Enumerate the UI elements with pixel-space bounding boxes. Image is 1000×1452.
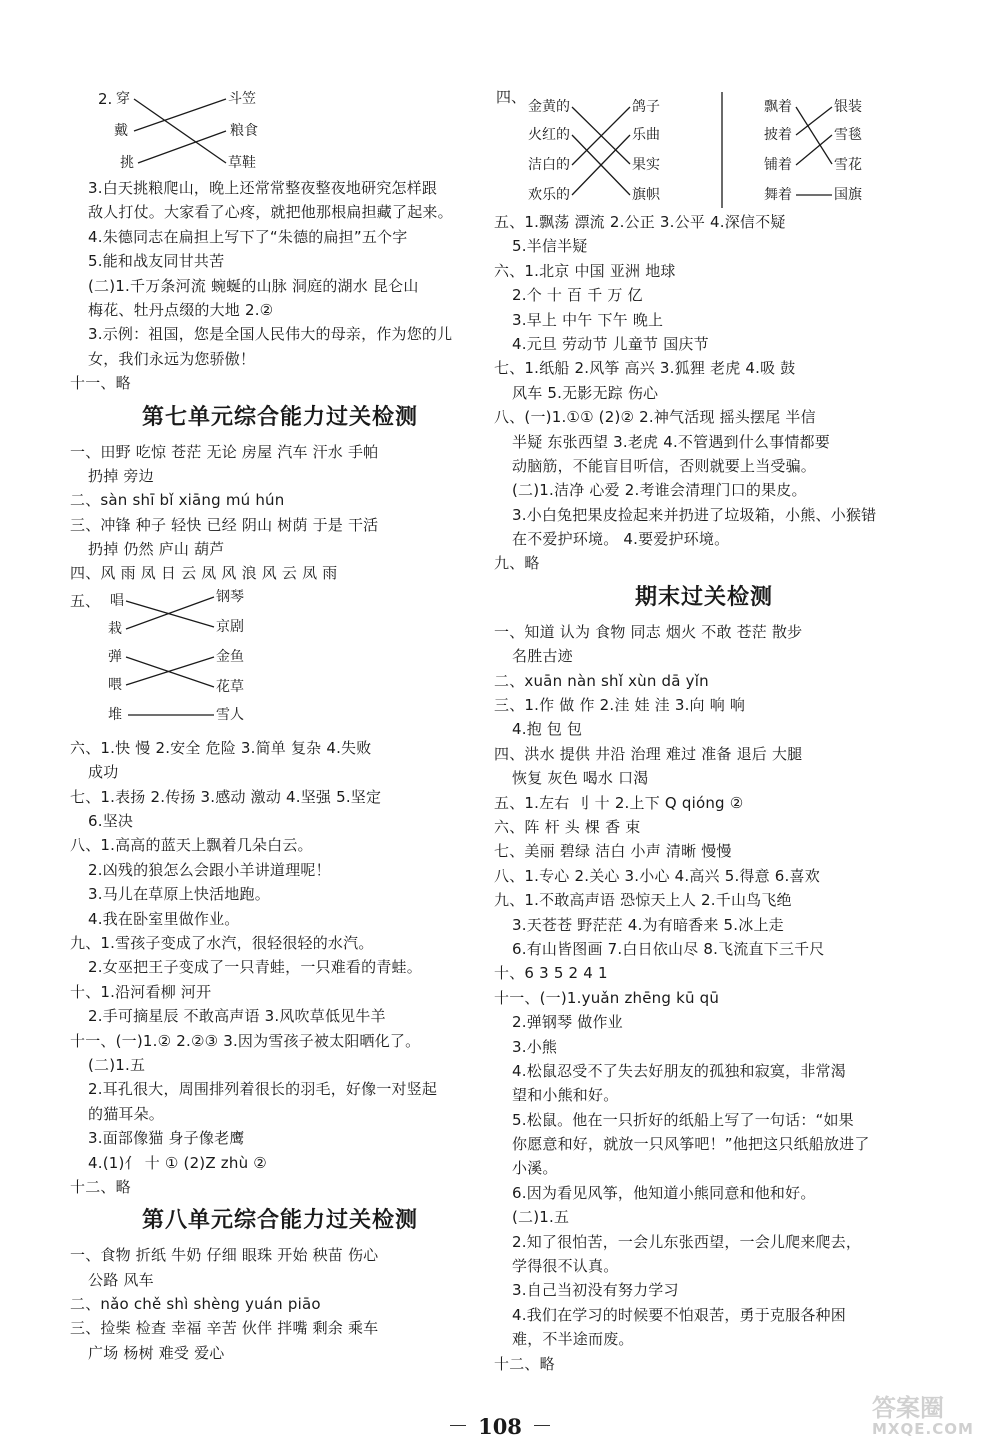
match-left-word: 舞着 [764,187,792,203]
matching-exercise-q5 [70,586,490,736]
question-label: 四、 [496,88,527,106]
answer-line: 4.抱 包 包 [512,720,583,739]
answer-line: 十一、(一)1.② 2.②③ 3.因为雪孩子被太阳晒化了。 [70,1031,421,1050]
right-column [494,88,914,1376]
answer-line: 七、美丽 碧绿 洁白 小声 清晰 慢慢 [494,842,732,861]
section-title: 第七单元综合能力过关检测 [141,404,418,430]
answer-line: 望和小熊和好。 [512,1086,619,1105]
matching-exercise-q2 [70,88,490,176]
match-left-word: 堆 [108,706,122,723]
matching-lines [70,88,270,176]
match-left-word: 戴 [114,123,128,139]
answer-line: 2.手可摘星辰 不敢高声语 3.风吹草低见牛羊 [88,1007,386,1026]
answer-line: 成功 [88,763,119,782]
answer-line: 5.松鼠。他在一只折好的纸船上写了一句话：“如果 [512,1110,854,1129]
answer-line: 难，不半途而废。 [512,1330,634,1349]
match-right-word: 果实 [632,157,660,173]
answer-line: 4.元旦 劳动节 儿童节 国庆节 [512,334,709,353]
answer-line: 五、1.左右 刂 十 2.上下 Q qióng ② [494,793,744,812]
answer-line: 4.(1)亻 十 ① (2)Z zhù ② [88,1153,267,1172]
match-left-word: 栽 [108,620,122,637]
answer-line: 你愿意和好，就放一只风筝吧！”他把这只纸船放进了 [512,1135,870,1154]
answer-line: 3.小白兔把果皮捡起来并扔进了垃圾箱，小熊、小猴错 [512,505,877,524]
match-right-word: 花草 [216,678,244,695]
match-right-word: 金鱼 [216,648,244,665]
answer-line: 在不爱护环境。 4.要爱护环境。 [512,530,730,549]
answer-line: 2.女巫把王子变成了一只青蛙，一只难看的青蛙。 [88,958,422,977]
answer-line: (二)1.千万条河流 蜿蜒的山脉 洞庭的湖水 昆仑山 [88,276,419,295]
match-right-word: 斗笠 [228,91,256,107]
answer-line: 3.天苍苍 野茫茫 4.为有暗香来 5.冰上走 [512,915,784,934]
question-label: 2. [98,90,113,108]
match-left-word: 金黄的 [528,99,570,115]
answer-line: 四、风 雨 凤 日 云 凤 风 浪 风 云 凤 雨 [70,564,338,583]
answer-line: 女，我们永远为您骄傲！ [88,349,256,368]
answer-line: 六、1.北京 中国 亚洲 地球 [494,261,676,280]
answer-line: 2.弹钢琴 做作业 [512,1013,623,1032]
match-left-word: 欢乐的 [528,187,570,203]
section-title: 第八单元综合能力过关检测 [141,1208,418,1234]
answer-line: 八、(一)1.①① (2)② 2.神气活现 摇头摆尾 半信 [494,408,816,427]
answer-line: 2.知了很怕苦，一会儿东张西望，一会儿爬来爬去， [512,1232,862,1251]
answer-line: 4.我们在学习的时候要不怕艰苦，勇于克服各种困 [512,1305,846,1324]
answer-line: 十一、略 [70,374,131,393]
answer-line: 动脑筋，不能盲目听信，否则就要上当受骗。 [512,456,817,475]
match-left-word: 飘着 [764,99,792,115]
page-number: 108 [478,1414,522,1439]
answer-line: 的猫耳朵。 [88,1104,165,1123]
match-right-word: 粮食 [230,123,258,139]
section-title: 期末过关检测 [634,584,773,610]
answer-line: 三、冲锋 种子 轻快 已经 阴山 树荫 于是 干活 [70,515,379,534]
answer-line: 5.能和战友同甘共苦 [88,252,225,271]
answer-line: 4.我在卧室里做作业。 [88,909,240,928]
answer-line: 4.朱德同志在扁担上写下了“朱德的扁担”五个字 [88,227,408,246]
answer-line: 七、1.纸船 2.风筝 高兴 3.狐狸 老虎 4.吸 鼓 [494,359,796,378]
match-left-word: 穿 [116,91,130,107]
answer-line: 八、1.高高的蓝天上飘着几朵白云。 [70,836,313,855]
watermark-url: MXQE.COM [872,1420,974,1438]
match-right-word: 鸽子 [632,99,660,115]
answer-line: 6.因为看见风筝，他知道小熊同意和他和好。 [512,1183,816,1202]
answer-line: 2.凶残的狼怎么会跟小羊讲道理呢！ [88,860,331,879]
matching-lines [494,88,914,210]
match-left-word: 喂 [108,676,122,693]
match-right-word: 国旗 [834,187,862,203]
answer-line: 九、1.雪孩子变成了水汽，很轻很轻的水汽。 [70,933,374,952]
answer-line: 4.松鼠忍受不了失去好朋友的孤独和寂寞，非常渴 [512,1061,846,1080]
answer-line: 一、田野 吃惊 苍茫 无论 房屋 汽车 汗水 手帕 [70,442,379,461]
answer-line: 六、1.快 慢 2.安全 危险 3.简单 复杂 4.失败 [70,738,372,757]
answer-line: 七、1.表扬 2.传扬 3.感动 激动 4.坚强 5.坚定 [70,787,382,806]
answer-line: 九、略 [494,554,540,573]
answer-line: 2.耳孔很大，周围排列着很长的羽毛，好像一对竖起 [88,1080,438,1099]
answer-line: 敌人打仗。大家看了心疼，就把他那根扁担藏了起来。 [88,203,453,222]
match-left-word: 弹 [108,648,122,665]
answer-line: 四、洪水 提供 井沿 治理 难过 准备 退后 大腿 [494,744,803,763]
answer-line: (二)1.五 [512,1208,570,1227]
answer-line: 一、知道 认为 食物 同志 烟火 不敢 苍茫 散步 [494,622,803,641]
answer-line: 名胜古迹 [512,647,573,666]
match-left-word: 披着 [764,127,792,143]
answer-line: 二、nǎo chě shì shèng yuán piāo [70,1295,321,1314]
match-left-word: 洁白的 [528,157,570,173]
match-right-word: 旗帜 [632,187,660,203]
answer-line: 二、sàn shī bǐ xiāng mú hún [70,491,285,510]
answer-line: 六、阵 杆 头 棵 香 束 [494,817,641,836]
watermark-title: 答案圈 [872,1394,944,1422]
answer-line: 十、1.沿河看柳 河开 [70,982,212,1001]
match-left-word: 唱 [110,592,124,609]
match-right-word: 乐曲 [632,127,660,143]
answer-line: 广场 杨树 难受 爱心 [88,1343,225,1362]
answer-line: 风车 5.无影无踪 伤心 [512,383,659,402]
matching-exercise-q4 [494,88,914,210]
answer-line: 3.白天挑粮爬山，晚上还常常整夜整夜地研究怎样跟 [88,179,438,197]
answer-line: 学得很不认真。 [512,1257,619,1276]
answer-line: 3.自己当初没有努力学习 [512,1281,679,1300]
answer-line: 半疑 东张西望 3.老虎 4.不管遇到什么事情都要 [512,432,830,451]
question-label: 五、 [70,591,101,610]
answer-line: 十二、略 [494,1354,555,1373]
answer-line: 二、xuān nàn shǐ xùn dā yǐn [494,671,709,690]
matching-lines [70,586,270,736]
left-column [70,88,490,1365]
answer-line: 一、食物 折纸 牛奶 仔细 眼珠 开始 秧苗 伤心 [70,1246,379,1265]
answer-line: 3.马儿在草原上快活地跑。 [88,885,270,904]
page-number-dash [534,1425,550,1426]
match-right-word: 雪花 [834,157,862,173]
answer-line: 十一、(一)1.yuǎn zhēng kū qū [494,988,720,1007]
match-right-word: 银装 [834,99,862,115]
answer-line: 三、捡柴 检查 幸福 辛苦 伙伴 拌嘴 剩余 乘车 [70,1319,379,1338]
answer-line: 九、1.不敢高声语 恐惊天上人 2.千山鸟飞绝 [494,891,792,910]
match-right-word: 草鞋 [228,155,256,171]
answer-line: 3.小熊 [512,1037,558,1056]
answer-line: 5.半信半疑 [512,237,588,256]
answer-line: 十、6 3 5 2 4 1 [494,964,608,983]
answer-line: 八、1.专心 2.关心 3.小心 4.高兴 5.得意 6.喜欢 [494,866,820,885]
answer-line: 扔掉 仍然 庐山 葫芦 [88,540,225,559]
answer-line: 3.早上 中午 下午 晚上 [512,310,664,329]
match-left-word: 火红的 [528,127,570,143]
match-right-word: 钢琴 [216,588,244,605]
answer-line: 3.面部像猫 身子像老鹰 [88,1129,245,1148]
answer-line: 恢复 灰色 喝水 口渴 [512,769,649,788]
answer-line: 6.坚决 [88,812,134,831]
answer-line: 2.个 十 百 千 万 亿 [512,286,643,305]
answer-line: (二)1.洁净 心爱 2.考谁会清理门口的果皮。 [512,481,807,500]
match-left-word: 挑 [120,155,134,171]
answer-line: 6.有山皆图画 7.白日依山尽 8.飞流直下三千尺 [512,939,825,958]
match-left-word: 铺着 [764,157,792,173]
watermark-logo [862,1388,982,1440]
answer-line: 公路 风车 [88,1270,154,1289]
answer-line: (二)1.五 [88,1055,146,1074]
match-right-word: 京剧 [216,618,244,635]
answer-line: 十二、略 [70,1177,131,1196]
match-right-word: 雪人 [216,706,244,723]
answer-line: 五、1.飘荡 漂流 2.公正 3.公平 4.深信不疑 [494,213,786,231]
answer-line: 梅花、牡丹点缀的大地 2.② [88,300,274,319]
match-right-word: 雪毯 [834,127,862,143]
answer-line: 三、1.作 做 作 2.洼 娃 洼 3.向 响 响 [494,696,746,715]
answer-line: 3.示例：祖国，您是全国人民伟大的母亲，作为您的儿 [88,325,453,344]
answer-line: 扔掉 旁边 [88,466,154,485]
answer-line: 小溪。 [512,1159,558,1178]
